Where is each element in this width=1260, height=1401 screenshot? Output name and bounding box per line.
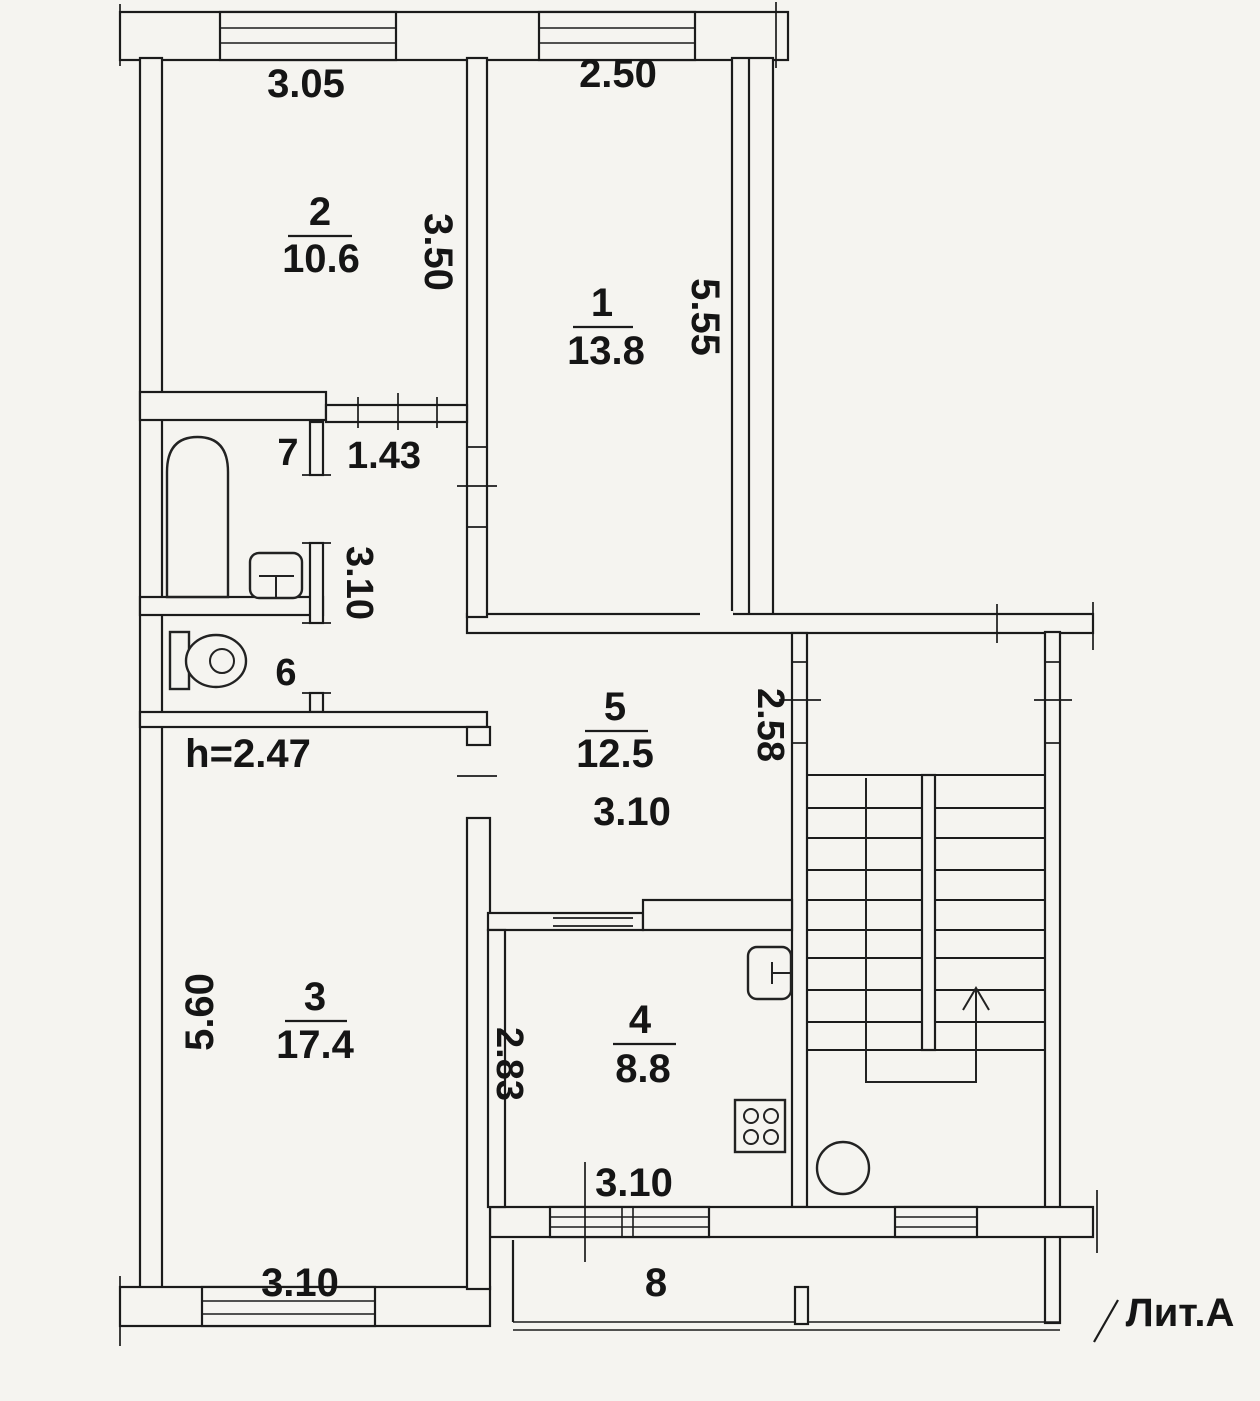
wall-room2-bath (140, 392, 326, 420)
ceiling-height-label: h=2.47 (185, 732, 311, 776)
kitchen-sink-icon (748, 947, 791, 999)
room6-number-label: 6 (275, 652, 297, 694)
bathroom-sink-icon (250, 553, 302, 598)
wall-west (140, 58, 162, 1289)
toilet-icon (170, 632, 246, 689)
balcony-divider (795, 1287, 808, 1324)
room3-number-label: 3 (303, 975, 327, 1019)
room4-number-label: 4 (628, 998, 652, 1042)
wall-kitchen-north (488, 913, 643, 930)
wall-room3-east-b (467, 818, 490, 1289)
dim-room1-depth-label: 5.55 (683, 278, 727, 356)
window-room2 (220, 12, 396, 60)
wall-hall-north (326, 405, 467, 422)
wall-staircase-west (792, 633, 807, 1207)
litera-label: Лит.А (1125, 1291, 1235, 1335)
litera-leader-tick (1094, 1300, 1118, 1342)
room4-area-label: 8.8 (615, 1047, 671, 1091)
dim-corridor-width-label: 3.10 (593, 790, 671, 834)
dim-san-block-depth-label: 3.10 (338, 546, 380, 620)
room7-number-label: 7 (277, 432, 299, 474)
wall-room3-north (140, 712, 487, 727)
wall-room1-room2 (467, 58, 487, 617)
stair-stringer (922, 775, 935, 1050)
dimension-ticks (120, 2, 1097, 1346)
labels (178, 52, 1234, 1335)
room5-number-label: 5 (603, 685, 627, 729)
dim-corridor-depth-label: 2.58 (749, 688, 791, 762)
staircase (807, 775, 1045, 1194)
wall-corridor-south (643, 900, 792, 930)
room8-number-label: 8 (644, 1261, 668, 1305)
dim-room2-width-label: 3.05 (267, 62, 345, 106)
bathtub-icon (167, 437, 228, 597)
room2-area-label: 10.6 (282, 237, 360, 281)
wall-bath-wc (140, 597, 323, 615)
dim-kitchen-depth-label: 2.83 (488, 1027, 530, 1101)
window-kitchen (550, 1207, 709, 1237)
dim-hall-width-label: 1.43 (347, 435, 421, 477)
wall-bath-east-c (310, 693, 323, 712)
dim-room3-depth-label: 5.60 (178, 973, 222, 1051)
room1-number-label: 1 (590, 281, 614, 325)
wall-bath-east-b (310, 543, 323, 623)
dim-room2-depth-label: 3.50 (416, 213, 460, 291)
exterior-walls (120, 12, 1093, 1326)
balcony-railing (513, 1322, 1060, 1330)
dim-room1-width-label: 2.50 (579, 52, 657, 96)
wall-corridor-north (467, 614, 1093, 633)
refuse-chute-icon (817, 1142, 869, 1194)
room3-area-label: 17.4 (276, 1023, 354, 1067)
window-staircase (895, 1207, 977, 1237)
dim-room3-width-label: 3.10 (261, 1261, 339, 1305)
door-opening-room1 (700, 611, 733, 618)
room5-area-label: 12.5 (576, 732, 654, 776)
balcony (513, 1240, 1060, 1330)
dim-kitchen-width-label: 3.10 (595, 1161, 673, 1205)
wall-east-upper (732, 58, 773, 617)
room2-number-label: 2 (308, 190, 332, 234)
wall-room3-east-a (467, 727, 490, 745)
room1-area-label: 13.8 (567, 329, 645, 373)
wall-bath-east-a (310, 422, 323, 475)
stove-icon (735, 1100, 785, 1152)
